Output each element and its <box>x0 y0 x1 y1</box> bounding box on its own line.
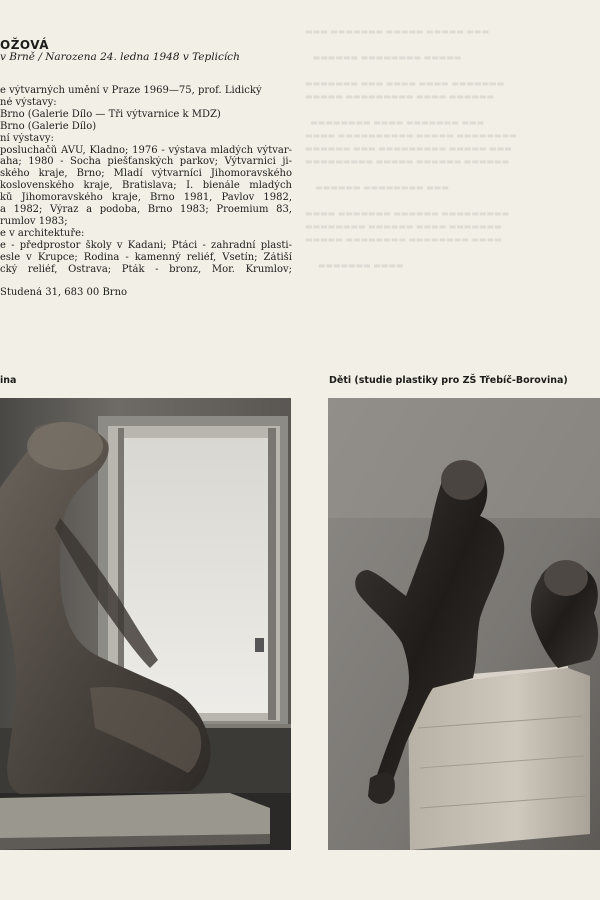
children-sculpture-photo <box>328 398 600 850</box>
bio-line: Brno (Galerie Dílo — Tři výtvarnice k MDŽ) <box>0 108 221 120</box>
bio-line: e výtvarných umění v Praze 1969—75, prof. Lidický <box>0 85 262 96</box>
right-photo-caption: Děti (studie plastiky pro ZŠ Třebíč-Borovina) <box>329 375 568 386</box>
bio-line: aha; 1980 - Socha piešťanských parkov; Výtvarnici ji- <box>0 156 292 168</box>
bio-line: posluchačů AVU, Kladno; 1976 - výstava mladých výtvar- <box>0 144 292 156</box>
bio-line: a 1982; Výraz a podoba, Brno 1983; Proemium 83, <box>0 204 292 216</box>
bio-line: ní výstavy: <box>0 132 54 144</box>
kneeling-figure-photo <box>0 398 291 850</box>
bio-line: e v architektuře: <box>0 227 85 239</box>
bio-line: ského kraje, Brno; Mladí výtvarníci Jihomoravského <box>0 168 292 180</box>
left-photo-caption: ina <box>0 375 17 386</box>
bio-line: cký reliéf, Ostrava; Pták - bronz, Mor. Krumlov; <box>0 263 292 275</box>
bio-line: Brno (Galerie Dílo) <box>0 120 97 132</box>
kneeling-figure-image <box>0 398 291 850</box>
bio-line: esle v Krupce; Rodina - kamenný reliéf, Vsetín; Zátiší <box>0 251 292 263</box>
bio-line: rumlov 1983; <box>0 215 68 227</box>
bio-line: né výstavy: <box>0 96 57 108</box>
bio-line: koslovenského kraje, Bratislava; I. bienále mladých <box>0 180 292 192</box>
bio-line: e - předprostor školy v Kadani; Ptáci - zahradní plasti- <box>0 239 292 251</box>
children-sculpture-image <box>328 398 600 850</box>
artist-name: OŽOVÁ <box>0 38 50 52</box>
bio-line: ků Jihomoravského kraje, Brno 1981, Pavlov 1982, <box>0 192 292 204</box>
bio-line: Studená 31, 683 00 Brno <box>0 286 128 298</box>
bleed-through-texture: ▬▬▬ ▬▬▬▬▬▬▬ ▬▬▬▬▬ ▬▬▬▬▬ ▬▬▬ ▬▬▬▬▬▬ ▬▬▬▬▬▬▬▬ ▬▬▬▬▬ ▬▬▬▬▬▬▬ ▬▬▬ ▬▬▬▬ ▬▬▬▬ ▬▬▬▬▬▬▬ ▬▬▬▬▬ ▬▬▬▬▬▬▬▬▬ ▬▬▬▬ ▬▬▬▬▬▬ ▬▬▬▬▬▬▬▬ ▬▬▬▬ ▬▬▬▬▬▬▬ ▬▬▬ ▬▬▬▬ ▬▬▬▬▬▬▬▬▬▬ ▬▬▬▬▬ ▬▬▬▬▬▬▬▬ ▬▬▬▬▬▬ ▬▬▬ ▬▬▬▬▬▬▬▬▬ ▬▬▬▬▬ ▬▬▬ ▬▬▬▬▬▬▬▬▬ ▬▬▬▬▬ ▬▬▬▬▬▬ ▬▬▬▬▬▬ ▬▬▬▬▬▬ ▬▬▬▬▬▬▬▬ ▬▬▬ ▬▬▬▬ ▬▬▬▬▬▬▬ ▬▬▬▬▬▬ ▬▬▬▬▬▬▬▬▬ ▬▬▬▬▬▬▬▬ ▬▬▬▬▬▬ ▬▬▬▬ ▬▬▬▬▬▬▬ ▬▬▬▬▬ ▬▬▬▬▬▬▬▬ ▬▬▬▬▬▬▬▬ ▬▬▬▬ ▬▬▬▬▬▬▬ ▬▬▬▬ <box>305 27 517 270</box>
biography-text <box>0 85 292 298</box>
birth-info: v Brně / Narozena 24. ledna 1948 v Teplicích <box>0 51 240 63</box>
